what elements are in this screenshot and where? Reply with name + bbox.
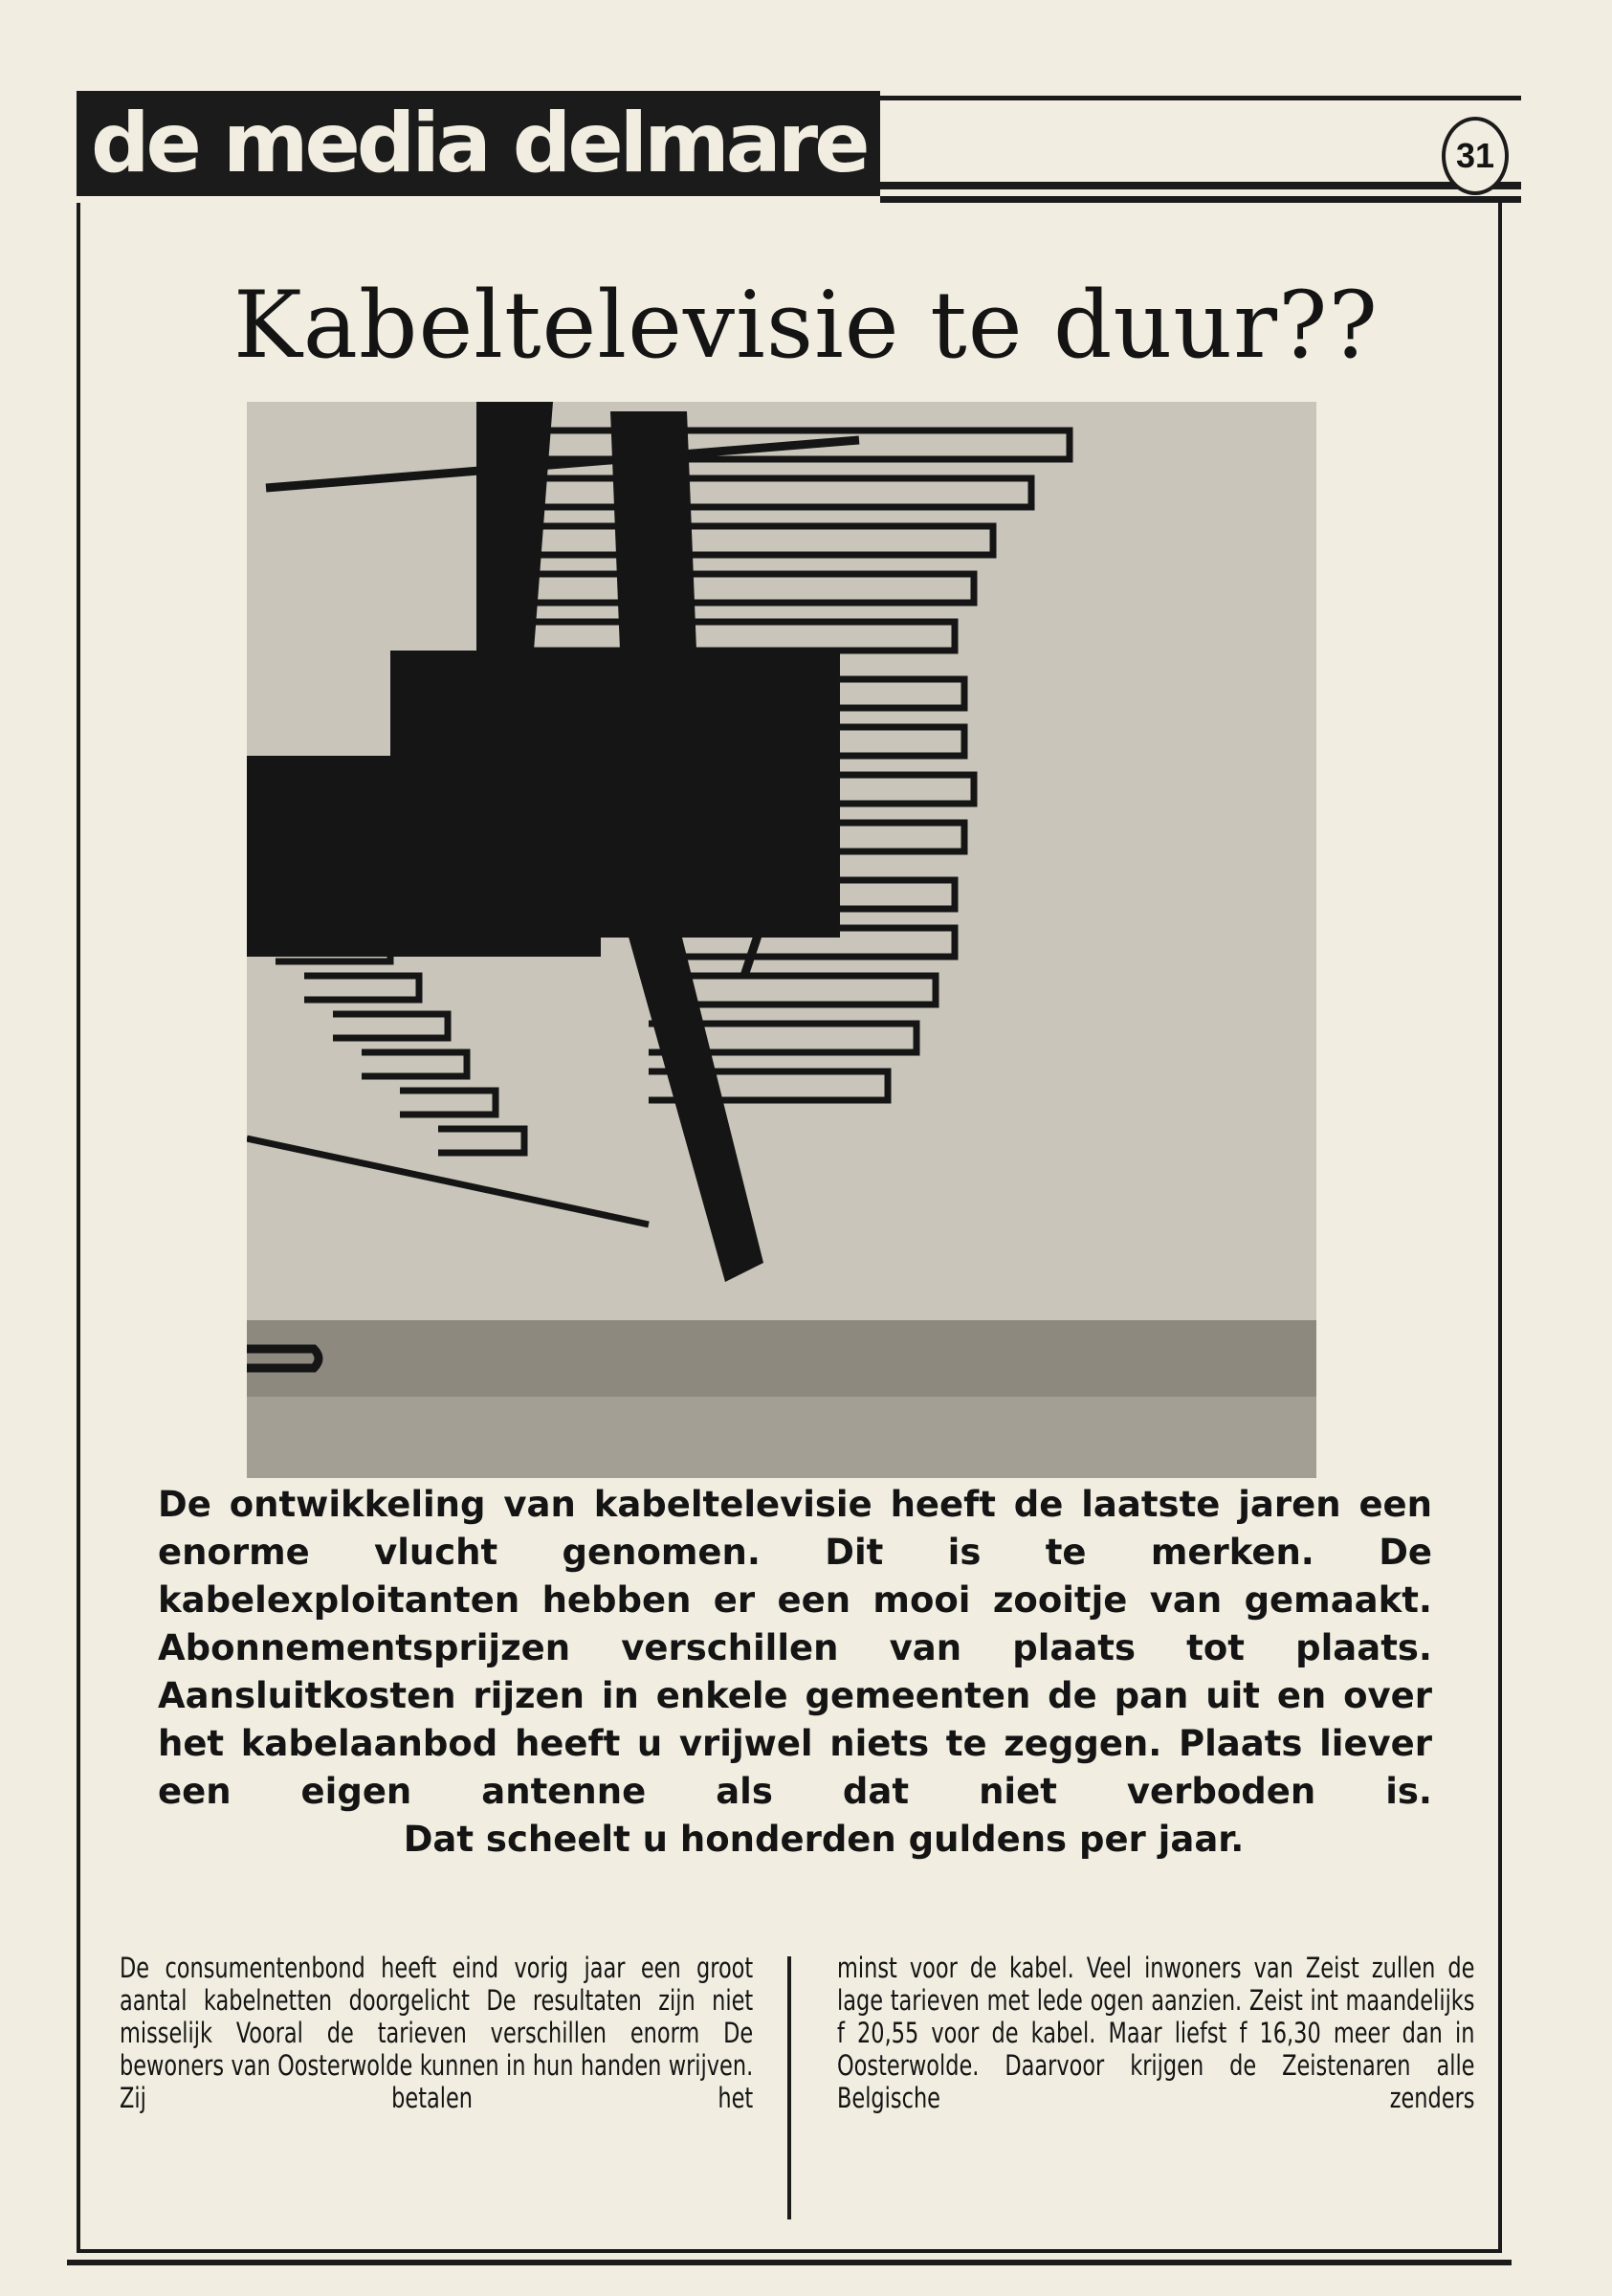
body-column-left: De consumentenbond heeft eind vorig jaar een groot aantal kabelnetten doorgelicht De resultaten zijn niet misselijk Vooral de tarieven verschillen enorm De bewoners van Oosterwolde kunnen in hun handen wrijven. Zij betalen het xyxy=(120,1952,754,2114)
header-rule xyxy=(880,182,1521,189)
bottom-rule xyxy=(67,2260,1512,2265)
header-rule xyxy=(880,196,1521,203)
page-number: 31 xyxy=(1442,117,1509,195)
column-divider xyxy=(787,1956,791,2219)
masthead-logo: de media delmare xyxy=(91,96,867,191)
lead-text: De ontwikkeling van kabeltelevisie heeft de laatste jaren een enorme vlucht genomen. Dit is te merken. De kabelexploitanten hebben er een mooi zooitje van gemaakt. Abonnementsprijzen verschillen van plaats tot plaats. Aansluitkosten rijzen in enkele gemeenten de pan uit en over het kabelaanbod heeft u vrijwel niets te zeggen. Plaats liever een eigen antenne als dat niet verboden is. xyxy=(158,1484,1432,1812)
body-column-right: minst voor de kabel. Veel inwoners van Zeist zullen de lage tarieven met lede ogen aanzien. Zeist int maandelijks f 20,55 voor de kabel. Maar liefst f 16,30 meer dan in Oosterwolde. Daarvoor krijgen de Zeistenaren alle Belgische zenders xyxy=(837,1952,1475,2114)
header-rule xyxy=(880,96,1521,100)
article-title: Kabeltelevisie te duur?? xyxy=(233,272,1379,379)
antenna-photo xyxy=(247,402,1316,1478)
lead-paragraph xyxy=(158,1481,1432,1864)
lead-closing-line: Dat scheelt u honderden guldens per jaar. xyxy=(403,1819,1245,1860)
